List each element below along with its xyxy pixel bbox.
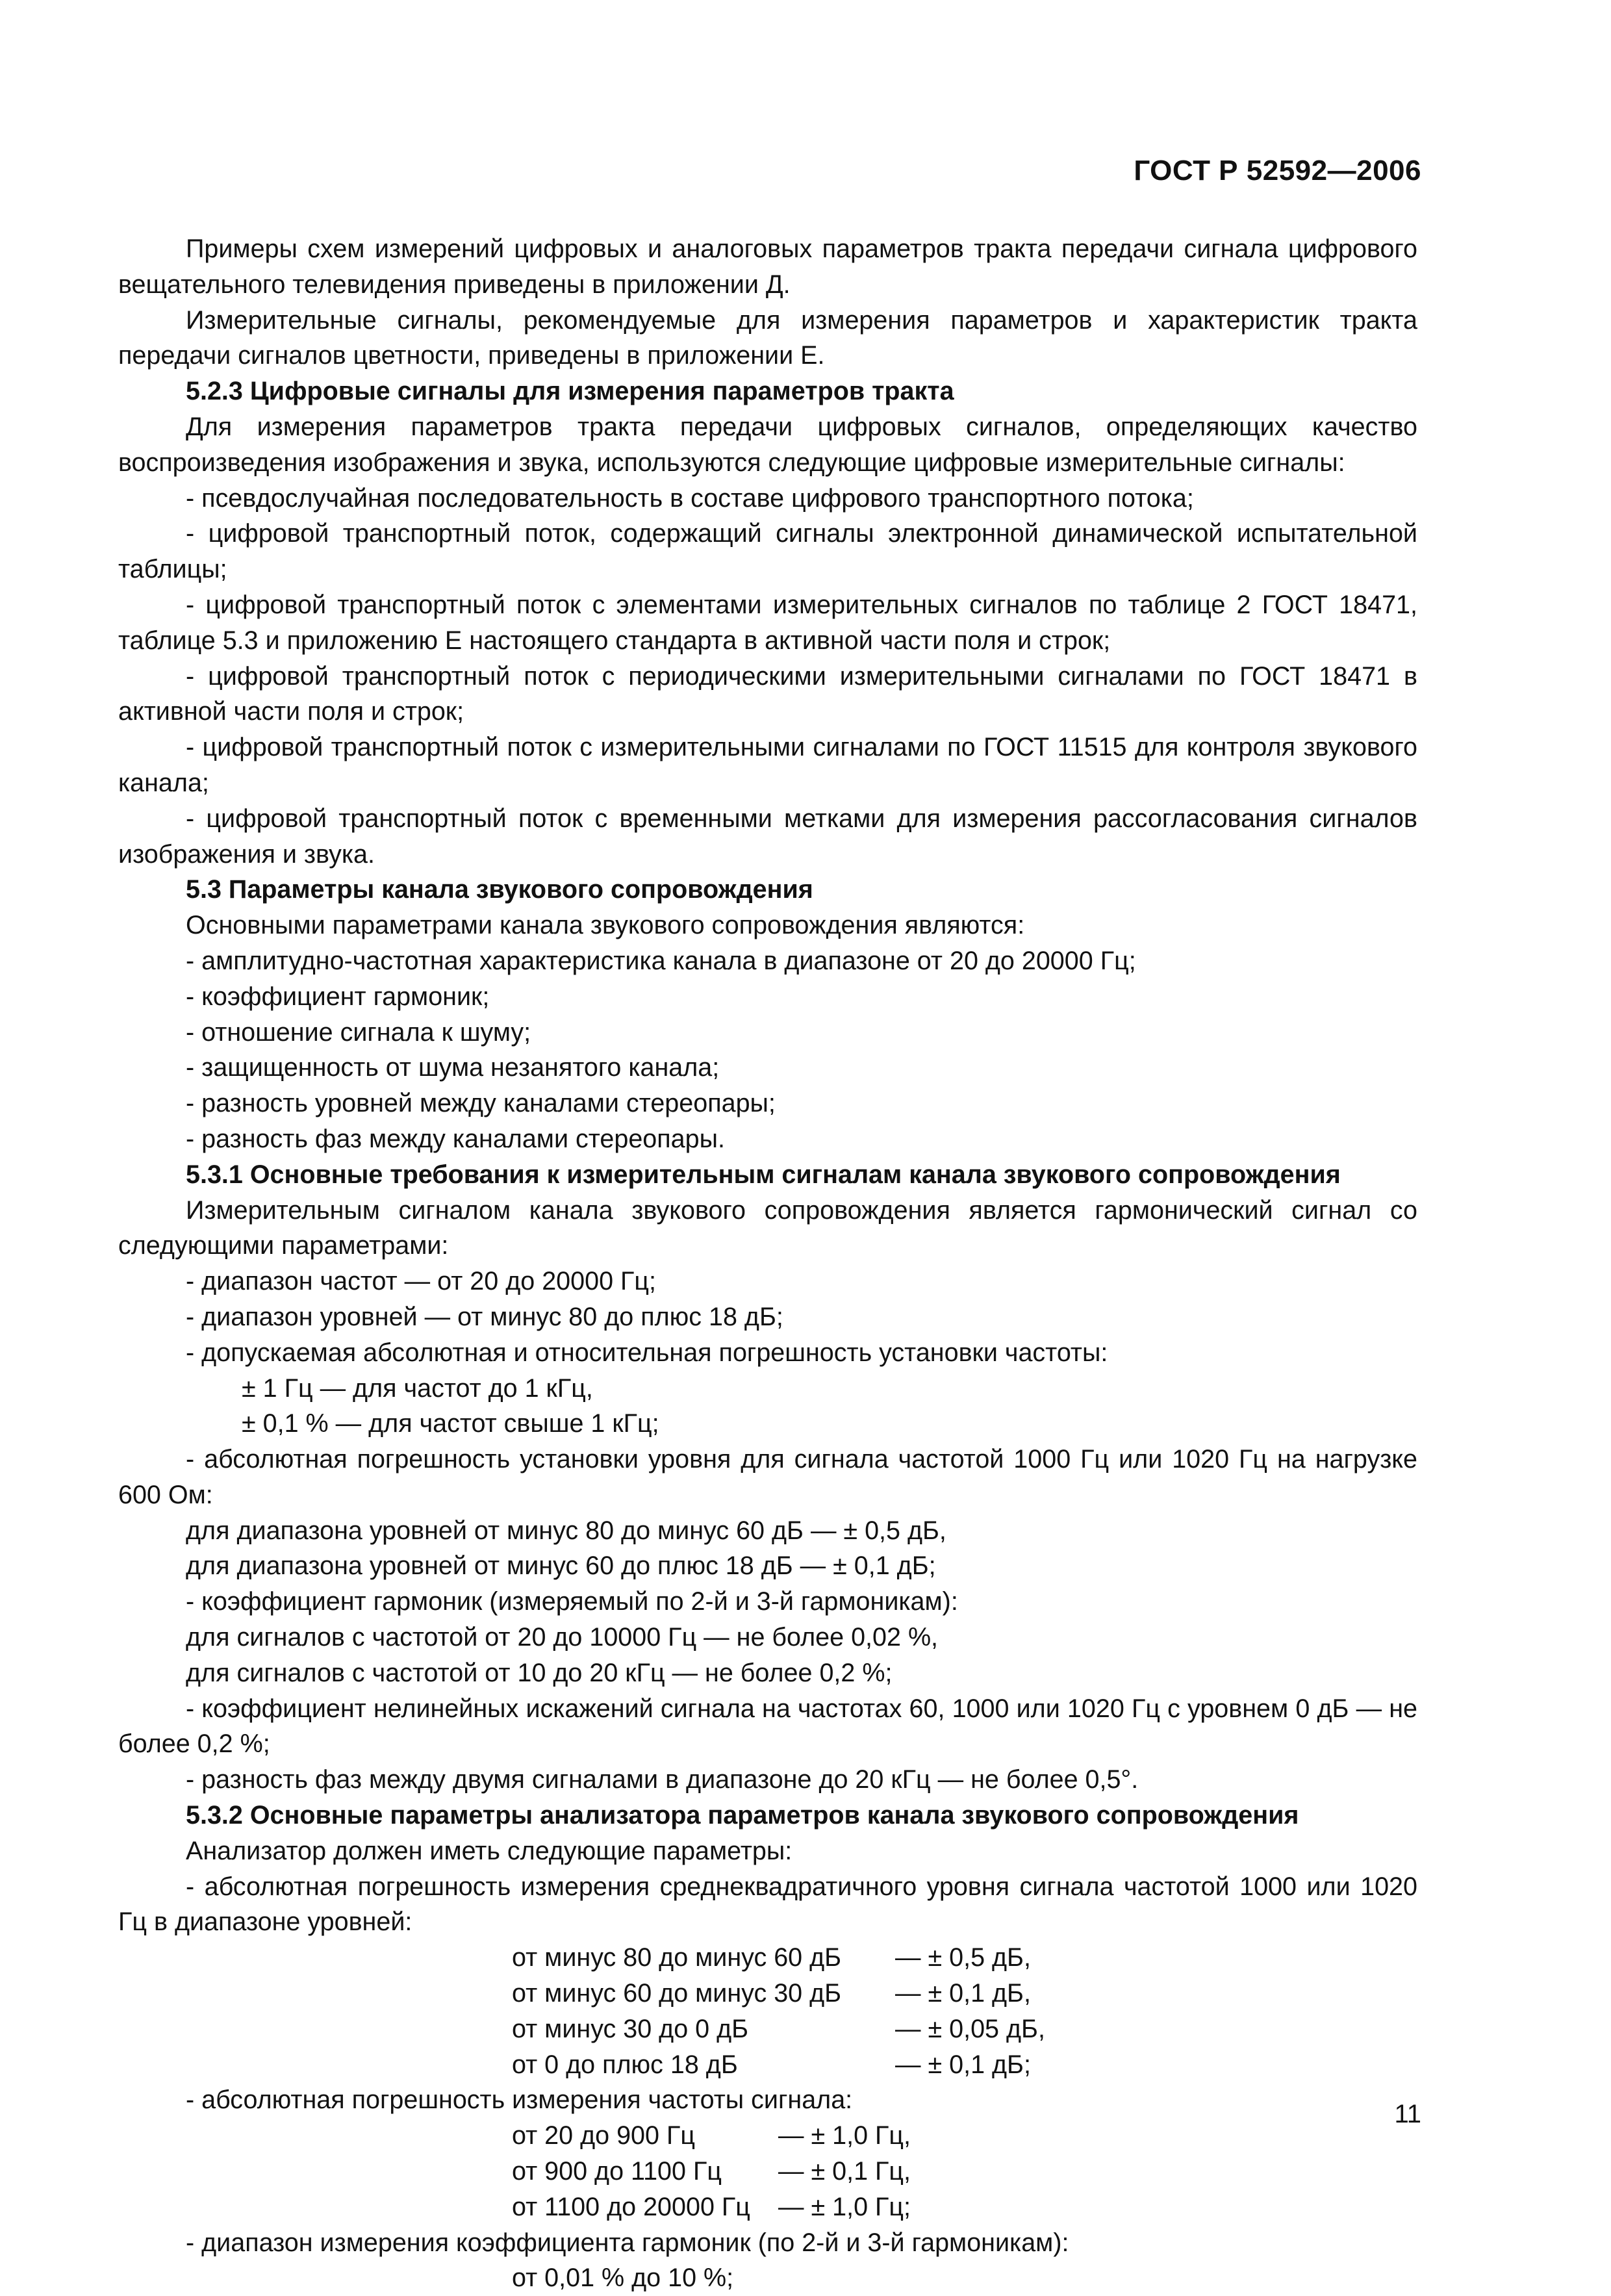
list-item: - амплитудно-частотная характеристика канала в диапазоне от 20 до 20000 Гц; xyxy=(186,946,1136,975)
table-cell-range: от минус 80 до минус 60 дБ xyxy=(512,1943,842,1972)
sub-item: для диапазона уровней от минус 60 до плюс 18 дБ — ± 0,1 дБ; xyxy=(186,1551,936,1581)
table-row xyxy=(512,2189,911,2225)
sub-item: от 0,01 % до 10 %; xyxy=(512,2264,734,2293)
list-item: - абсолютная погрешность измерения среднеквадратичного уровня сигнала частотой 1000 или 1020 Гц в диапазоне уровней: xyxy=(118,1872,1417,1937)
sub-item: для диапазона уровней от минус 80 до минус 60 дБ — ± 0,5 дБ, xyxy=(186,1516,946,1545)
list-item: - абсолютная погрешность измерения частоты сигнала: xyxy=(186,2086,853,2115)
list-item: - абсолютная погрешность установки уровня для сигнала частотой 1000 Гц или 1020 Гц на нагрузке 600 Ом: xyxy=(118,1445,1417,1509)
list-item: - цифровой транспортный поток с элементами измерительных сигналов по таблице 2 ГОСТ 18471, таблице 5.3 и приложению Е настоящего стандарта в активной части поля и строк; xyxy=(118,590,1417,655)
paragraph: Основными параметрами канала звукового сопровождения являются: xyxy=(186,911,1025,940)
list-item: - цифровой транспортный поток, содержащий сигналы электронной динамической испытательной таблицы; xyxy=(118,519,1417,584)
table-cell-value: — ± 1,0 Гц, xyxy=(778,2121,911,2150)
list-item: - разность фаз между двумя сигналами в диапазоне до 20 кГц — не более 0,5°. xyxy=(186,1765,1139,1794)
paragraph: Анализатор должен иметь следующие параметры: xyxy=(186,1836,793,1865)
list-item: - цифровой транспортный поток с временными метками для измерения рассогласования сигналов изображения и звука. xyxy=(118,804,1417,869)
sub-item: ± 1 Гц — для частот до 1 кГц, xyxy=(242,1373,593,1403)
table-cell-range: от 1100 до 20000 Гц xyxy=(512,2192,750,2221)
table-row xyxy=(512,2011,1045,2047)
list-item: - коэффициент нелинейных искажений сигнала на частотах 60, 1000 или 1020 Гц с уровнем 0 дБ — не более 0,2 %; xyxy=(118,1694,1417,1759)
list-item: - защищенность от шума незанятого канала; xyxy=(186,1053,720,1082)
paragraph: Измерительные сигналы, рекомендуемые для измерения параметров и характеристик тракта передачи сигналов цветности, приведены в приложении Е. xyxy=(118,305,1417,370)
list-item: - разность фаз между каналами стереопары. xyxy=(186,1124,725,1153)
page-number: 11 xyxy=(1394,2100,1421,2128)
table-row xyxy=(512,1976,1045,2011)
table-cell-value: — ± 0,5 дБ, xyxy=(895,1943,1031,1972)
table-row xyxy=(512,2154,911,2189)
list-item: - допускаемая абсолютная и относительная погрешность установки частоты: xyxy=(186,1338,1108,1367)
list-item: - разность уровней между каналами стереопары; xyxy=(186,1089,776,1118)
document-body xyxy=(118,231,1417,2296)
frequency-accuracy-table xyxy=(512,2118,911,2225)
table-cell-value: — ± 0,1 дБ; xyxy=(895,2050,1031,2079)
table-cell-value: — ± 0,05 дБ, xyxy=(895,2014,1045,2043)
list-item: - диапазон частот — от 20 до 20000 Гц; xyxy=(186,1267,656,1296)
table-row xyxy=(512,1940,1045,1976)
section-heading-5-3-2: 5.3.2 Основные параметры анализатора параметров канала звукового сопровождения xyxy=(186,1801,1299,1830)
paragraph: Примеры схем измерений цифровых и аналоговых параметров тракта передачи сигнала цифрового вещательного телевидения приведены в приложении Д. xyxy=(118,235,1417,299)
standard-header: ГОСТ Р 52592—2006 xyxy=(1134,155,1421,186)
table-cell-value: — ± 0,1 Гц, xyxy=(778,2157,911,2186)
list-item: - диапазон измерения коэффициента гармоник (по 2-й и 3-й гармоникам): xyxy=(186,2228,1069,2257)
table-cell-range: от 900 до 1100 Гц xyxy=(512,2157,722,2186)
list-item: - коэффициент гармоник (измеряемый по 2-й и 3-й гармоникам): xyxy=(186,1587,958,1616)
table-row xyxy=(512,2047,1045,2083)
table-cell-value: — ± 0,1 дБ, xyxy=(895,1979,1031,2008)
table-row xyxy=(512,2118,911,2154)
sub-item: ± 0,1 % — для частот свыше 1 кГц; xyxy=(242,1409,659,1438)
table-cell-range: от минус 30 до 0 дБ xyxy=(512,2014,749,2043)
table-cell-value: — ± 1,0 Гц; xyxy=(778,2192,911,2221)
section-heading-5-3: 5.3 Параметры канала звукового сопровождения xyxy=(186,875,813,904)
table-cell-range: от 0 до плюс 18 дБ xyxy=(512,2050,738,2079)
section-heading-5-2-3: 5.2.3 Цифровые сигналы для измерения параметров тракта xyxy=(186,377,954,406)
level-accuracy-table xyxy=(512,1940,1045,2082)
list-item: - цифровой транспортный поток с измерительными сигналами по ГОСТ 11515 для контроля звукового канала; xyxy=(118,733,1417,797)
section-heading-5-3-1: 5.3.1 Основные требования к измерительным сигналам канала звукового сопровождения xyxy=(186,1160,1341,1189)
paragraph: Измерительным сигналом канала звукового сопровождения является гармонический сигнал со следующими параметрами: xyxy=(118,1195,1417,1260)
list-item: - цифровой транспортный поток с периодическими измерительными сигналами по ГОСТ 18471 в активной части поля и строк; xyxy=(118,661,1417,726)
list-item: - отношение сигнала к шуму; xyxy=(186,1017,531,1047)
list-item: - коэффициент гармоник; xyxy=(186,982,490,1011)
sub-item: для сигналов с частотой от 10 до 20 кГц — не более 0,2 %; xyxy=(186,1658,893,1687)
table-cell-range: от 20 до 900 Гц xyxy=(512,2121,695,2150)
paragraph: Для измерения параметров тракта передачи цифровых сигналов, определяющих качество воспроизведения изображения и звука, используются следующие цифровые измерительные сигналы: xyxy=(118,412,1417,477)
list-item: - псевдослучайная последовательность в составе цифрового транспортного потока; xyxy=(186,483,1194,513)
table-cell-range: от минус 60 до минус 30 дБ xyxy=(512,1979,842,2008)
list-item: - диапазон уровней — от минус 80 до плюс 18 дБ; xyxy=(186,1302,783,1331)
sub-item: для сигналов с частотой от 20 до 10000 Гц — не более 0,02 %, xyxy=(186,1623,939,1652)
